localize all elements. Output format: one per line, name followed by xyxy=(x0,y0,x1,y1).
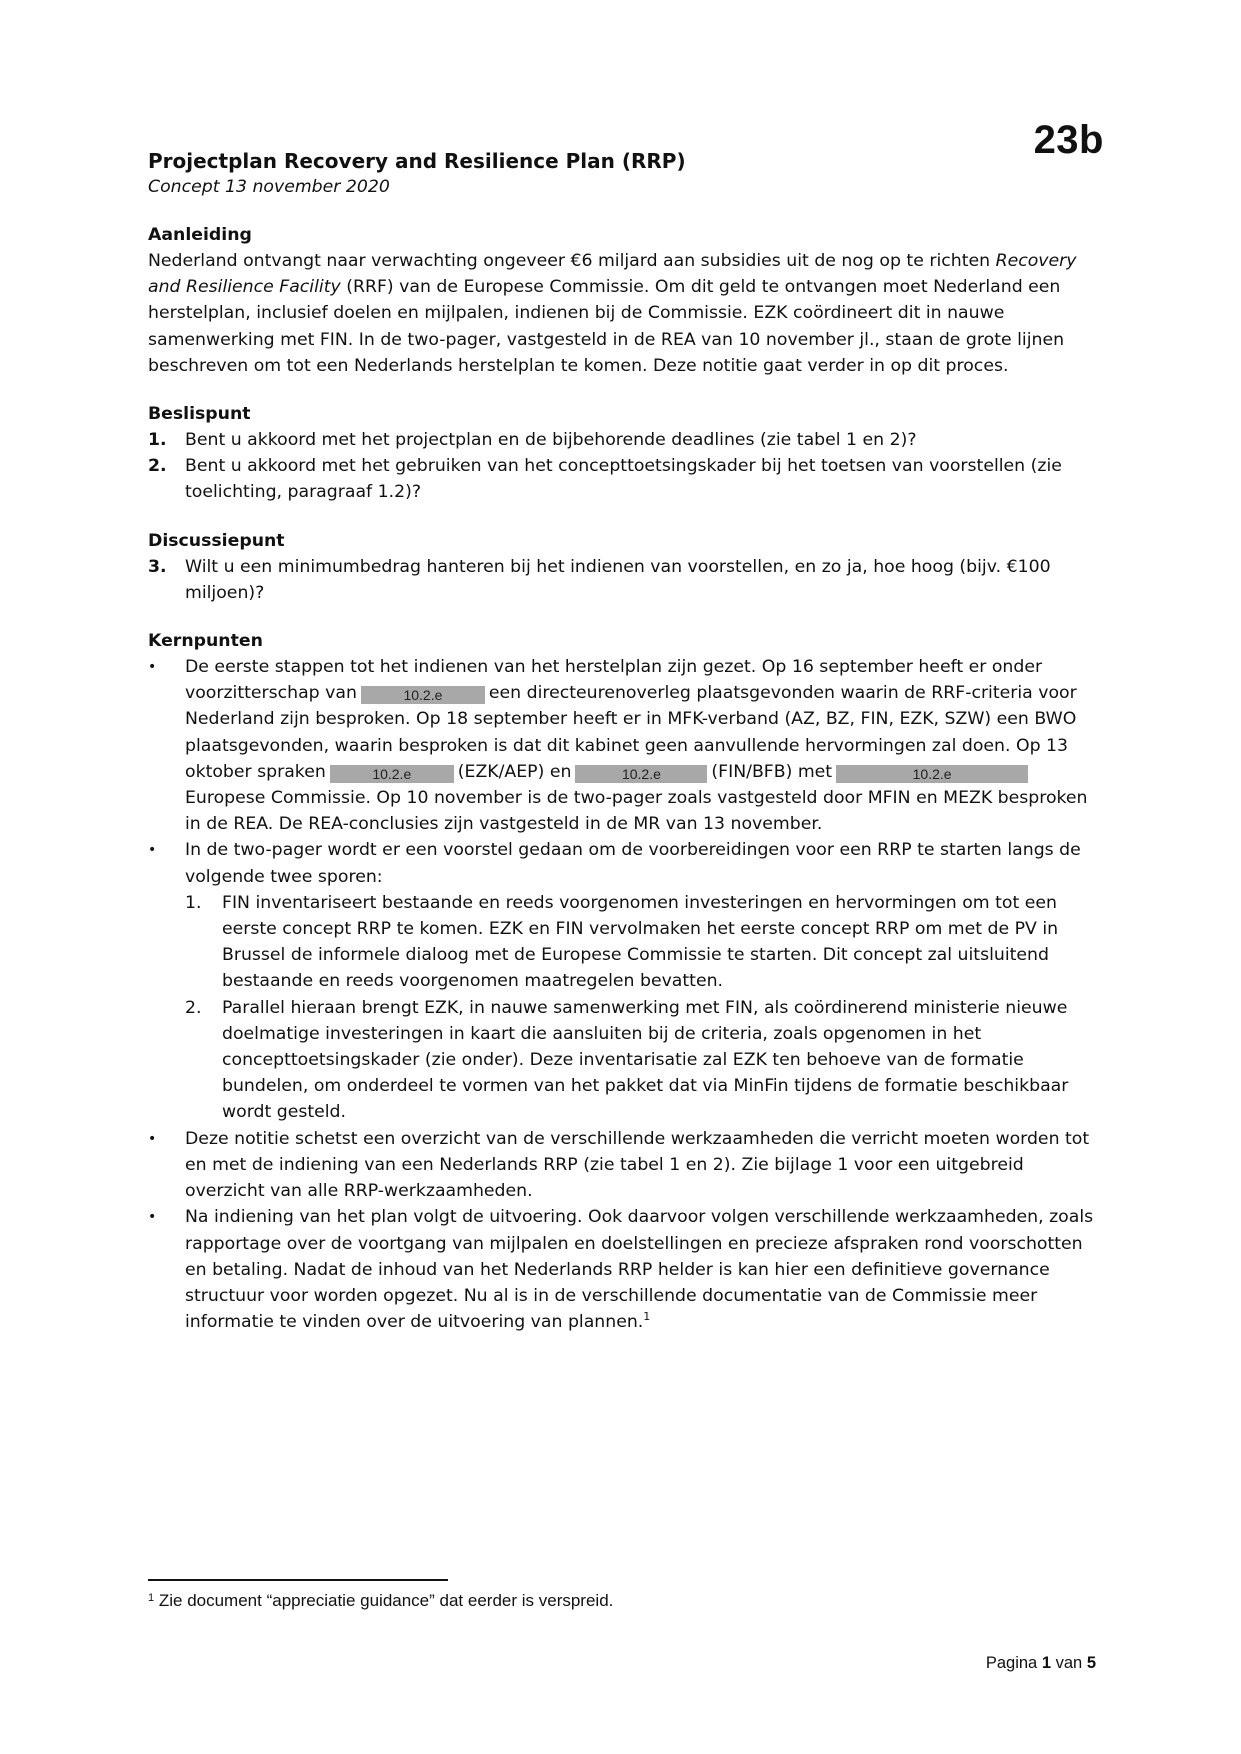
section-heading-kernpunten: Kernpunten xyxy=(148,631,263,652)
item-number: 2. xyxy=(148,456,167,477)
kernpunten-list xyxy=(148,654,1098,1335)
kernpunt-2-text: In de two-pager wordt er een voorstel gedaan om de voorbereidingen voor een RRP te starten langs de volgende twee sporen: xyxy=(185,840,1081,887)
item-number: 1. xyxy=(185,892,202,913)
footnote-divider xyxy=(148,1579,448,1581)
page-number-prefix: Pagina xyxy=(985,1654,1038,1672)
kernpunt-1-text-1: De eerste stappen tot het indienen van het herstelplan zijn gezet. Op 16 september heeft er onder voorzitterschap van xyxy=(185,657,1043,704)
document-number: 23b xyxy=(1033,118,1104,162)
item-number: 1. xyxy=(148,430,167,451)
document-body xyxy=(148,148,1098,1357)
sublist-item xyxy=(185,995,1098,1126)
beslispunt-list xyxy=(148,427,1098,506)
section-heading-discussiepunt: Discussiepunt xyxy=(148,530,285,551)
bullet-icon: • xyxy=(148,842,157,859)
bullet-icon: • xyxy=(148,659,157,676)
section-beslispunt xyxy=(148,401,1098,506)
kernpunt-1-text-5: Europese Commissie. Op 10 november is de two-pager zoals vastgesteld door MFIN en MEZK besproken in de REA. De REA-conclusies zijn vastgesteld in de MR van 13 november. xyxy=(185,788,1088,835)
redaction-box: 10.2.e xyxy=(361,686,485,704)
redaction-box: 10.2.e xyxy=(330,765,454,783)
list-item xyxy=(148,427,1098,453)
page-number xyxy=(986,1654,1096,1673)
kernpunt-4-text: Na indiening van het plan volgt de uitvoering. Ook daarvoor volgen verschillende werkzaamheden, zoals rapportage over de voortgang van mijlpalen en doelstellingen en precieze afspraken rond voorschotten en betaling. Nadat de inhoud van het Nederlands RRP helder is kan hier een definitieve governance structuur voor worden opgezet. Nu al is in de verschillende documentatie van de Commissie meer informatie te vinden over de uitvoering van plannen. xyxy=(185,1207,1094,1333)
sublist-item xyxy=(185,890,1098,995)
list-item xyxy=(148,1204,1098,1335)
redaction-box: 10.2.e xyxy=(575,765,707,783)
kernpunt-3-text: Deze notitie schetst een overzicht van de verschillende werkzaamheden die verricht moeten worden tot en met de indiening van een Nederlands RRP (zie tabel 1 en 2). Zie bijlage 1 voor een uitgebreid overzicht van alle RRP-werkzaamheden. xyxy=(185,1128,1090,1202)
section-heading-beslispunt: Beslispunt xyxy=(148,404,251,425)
kernpunt-2-sublist xyxy=(185,890,1098,1126)
item-number: 2. xyxy=(185,997,202,1018)
kernpunt-1-text-4: (FIN/BFB) met xyxy=(711,761,833,782)
aanleiding-text-1: Nederland ontvangt naar verwachting ongeveer €6 miljard aan subsidies uit de nog op te richten xyxy=(148,251,996,271)
list-item xyxy=(148,554,1098,606)
item-text: Parallel hieraan brengt EZK, in nauwe samenwerking met FIN, als coördinerend ministerie nieuwe doelmatige investeringen in kaart die aansluiten bij de criteria, zoals opgenomen in het concepttoetsingskader (zie onder). Deze inventarisatie zal EZK ten behoeve van de formatie bundelen, om onderdeel te vormen van het pakket dat via MinFin tijdens de formatie beschikbaar wordt gesteld. xyxy=(222,997,1069,1123)
page-number-current: 1 xyxy=(1041,1654,1052,1672)
item-text: Bent u akkoord met het projectplan en de bijbehorende deadlines (zie tabel 1 en 2)? xyxy=(185,430,917,451)
page-number-middle: van xyxy=(1055,1654,1083,1672)
item-text: FIN inventariseert bestaande en reeds voorgenomen investeringen en hervormingen om tot een eerste concept RRP te komen. EZK en FIN vervolmaken het eerste concept RRP om met de PV in Brussel de informele dialoog met de Europese Commissie te starten. Dit concept zal uitsluitend bestaande en reeds voorgenomen maatregelen bevatten. xyxy=(222,892,1059,992)
aanleiding-italic: Recovery and Resilience Facility xyxy=(148,251,1077,298)
footnote-text: Zie document “appreciatie guidance” dat eerder is verspreid. xyxy=(158,1591,614,1610)
aanleiding-text-2: (RRF) van de Europese Commissie. Om dit geld te ontvangen moet Nederland een herstelplan, inclusief doelen en mijlpalen, indienen bij de Commissie. EZK coördineert dit in nauwe samenwerking met FIN. In de two-pager, vastgesteld in de REA van 10 november jl., staan de grote lijnen beschreven om tot een Nederlands herstelplan te komen. Deze notitie gaat verder in op dit proces. xyxy=(148,277,1065,376)
document-title: Projectplan Recovery and Resilience Plan (RRP) xyxy=(148,149,686,173)
section-aanleiding xyxy=(148,222,1098,379)
bullet-icon: • xyxy=(148,1130,157,1147)
section-heading-aanleiding: Aanleiding xyxy=(148,225,252,245)
footnote-number: 1 xyxy=(148,1592,155,1604)
bullet-icon: • xyxy=(148,1209,157,1226)
item-number: 3. xyxy=(148,556,167,577)
kernpunt-1-text-2: een directeurenoverleg plaatsgevonden waarin de RRF-criteria voor Nederland zijn besproken. Op 18 september heeft er in MFK-verband (AZ, BZ, FIN, EZK, SZW) een BWO plaatsgevonden, waarin besproken is dat dit kabinet geen aanvullende hervormingen zal doen. Op 13 oktober spraken xyxy=(185,683,1077,782)
footnote xyxy=(148,1591,613,1611)
item-text: Wilt u een minimumbedrag hanteren bij het indienen van voorstellen, en zo ja, hoe hoog (bijv. €100 miljoen)? xyxy=(185,556,1051,603)
list-item xyxy=(148,654,1098,837)
kernpunt-1-text-3: (EZK/AEP) en xyxy=(457,761,572,782)
section-discussiepunt xyxy=(148,528,1098,606)
list-item xyxy=(148,453,1098,505)
item-text: Bent u akkoord met het gebruiken van het concepttoetsingskader bij het toetsen van voorstellen (zie toelichting, paragraaf 1.2)? xyxy=(185,456,1062,503)
aanleiding-paragraph xyxy=(148,248,1098,379)
redaction-box: 10.2.e xyxy=(836,765,1028,783)
footnote-reference[interactable]: 1 xyxy=(643,1310,651,1324)
discussiepunt-list xyxy=(148,554,1098,606)
list-item xyxy=(148,837,1098,1125)
document-subtitle: Concept 13 november 2020 xyxy=(148,177,390,197)
page-number-total: 5 xyxy=(1086,1654,1096,1672)
section-kernpunten xyxy=(148,628,1098,1335)
list-item xyxy=(148,1126,1098,1205)
